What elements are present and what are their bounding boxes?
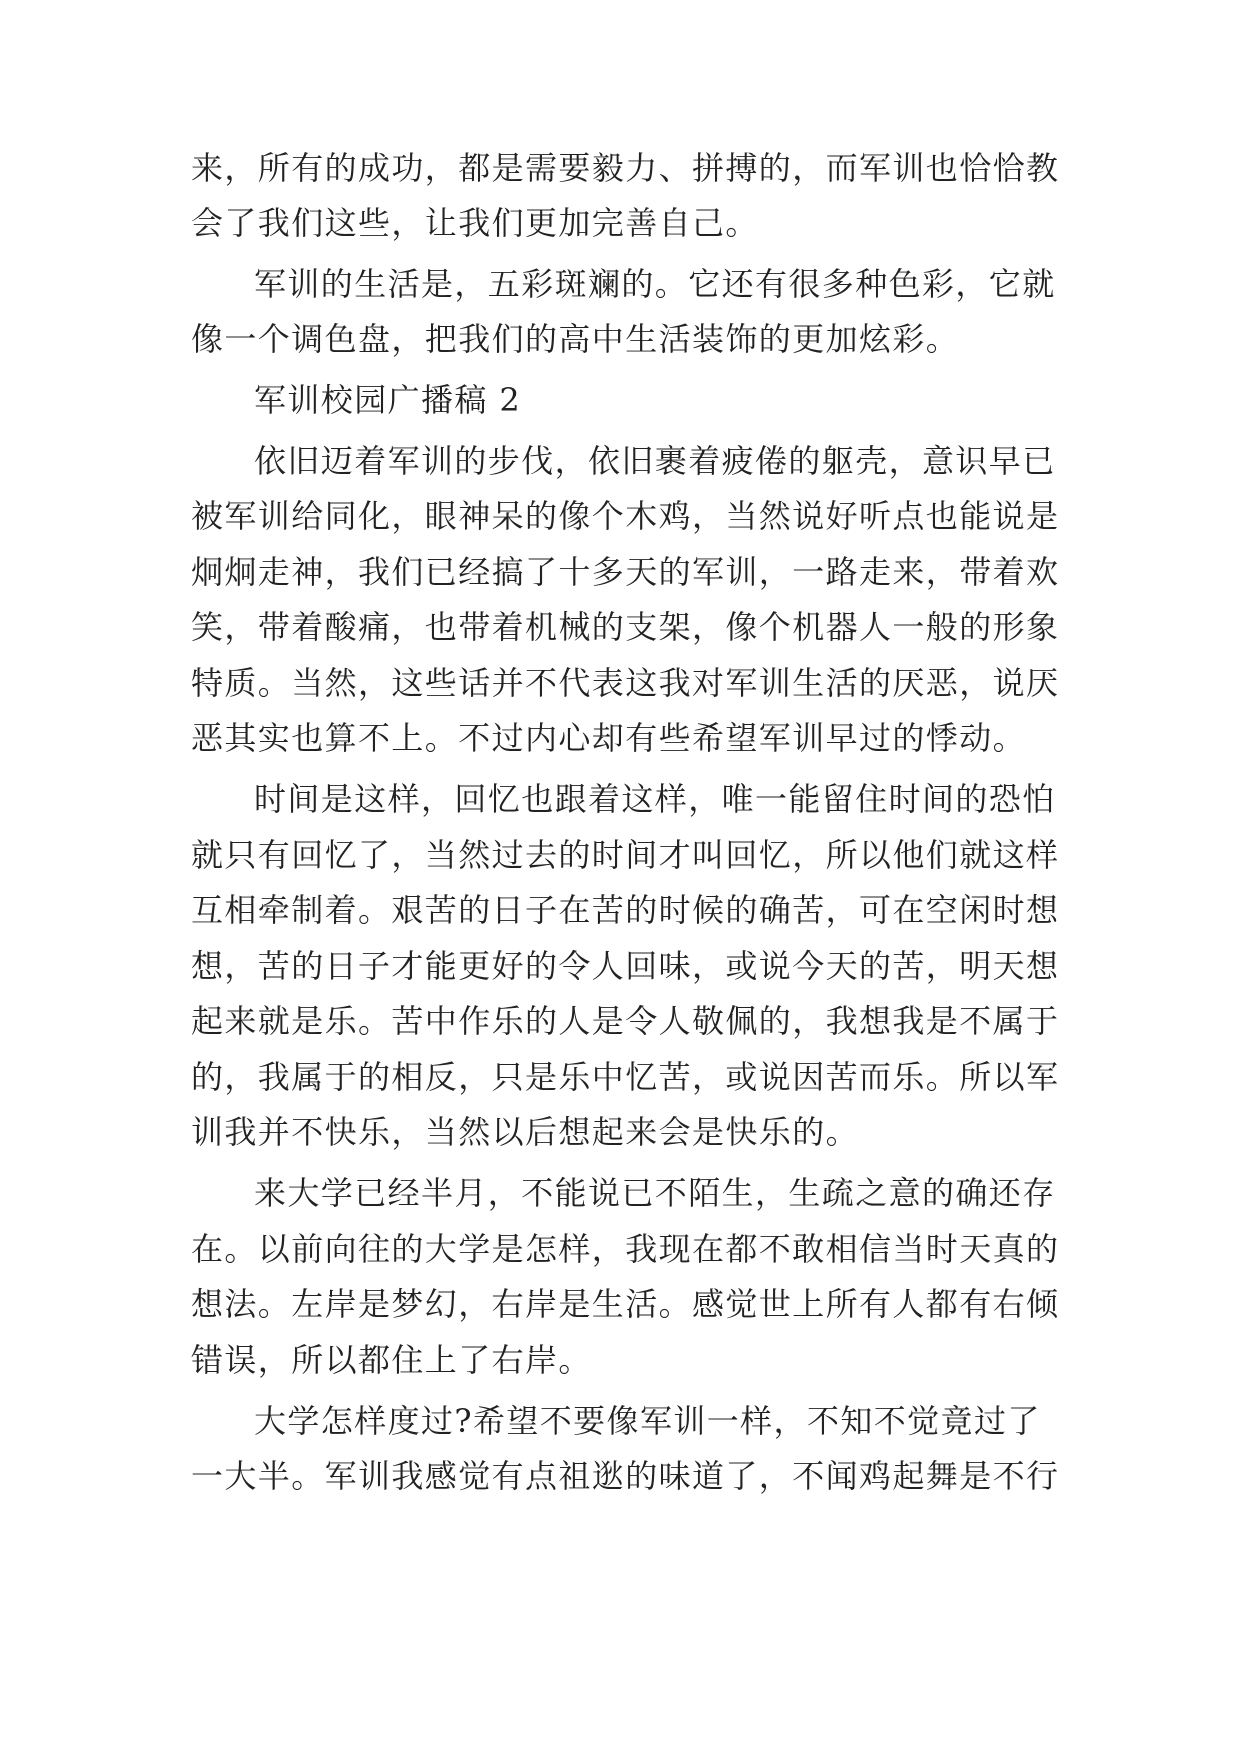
text-line <box>0 880 1241 940</box>
text-line <box>0 193 1241 253</box>
line-text: 训我并不快乐，当然以后想起来会是快乐的。 <box>191 1113 860 1151</box>
text-line <box>0 1391 1241 1451</box>
text-line <box>0 1219 1241 1279</box>
text-line <box>0 653 1241 713</box>
line-text: 想法。左岸是梦幻，右岸是生活。感觉世上所有人都有右倾 <box>191 1285 1060 1323</box>
text-line <box>0 1102 1241 1162</box>
text-line <box>0 825 1241 885</box>
line-text: 错误，所以都住上了右岸。 <box>191 1341 592 1379</box>
text-line <box>0 138 1241 198</box>
text-line <box>0 936 1241 996</box>
text-line <box>0 542 1241 602</box>
line-text: 在。以前向往的大学是怎样，我现在都不敢相信当时天真的 <box>191 1230 1060 1268</box>
text-line <box>0 431 1241 491</box>
line-text: 军训校园广播稿 2 <box>254 381 522 419</box>
line-text: 一大半。军训我感觉有点祖逖的味道了，不闻鸡起舞是不行 <box>191 1457 1060 1495</box>
line-text: 军训的生活是，五彩斑斓的。它还有很多种色彩，它就 <box>254 265 1056 303</box>
line-text: 想，苦的日子才能更好的令人回味，或说今天的苦，明天想 <box>191 947 1060 985</box>
line-text: 特质。当然，这些话并不代表这我对军训生活的厌恶，说厌 <box>191 664 1060 702</box>
text-line <box>0 769 1241 829</box>
line-text: 的，我属于的相反，只是乐中忆苦，或说因苦而乐。所以军 <box>191 1058 1060 1096</box>
line-text: 像一个调色盘，把我们的高中生活装饰的更加炫彩。 <box>191 320 960 358</box>
line-text: 时间是这样，回忆也跟着这样，唯一能留住时间的恐怕 <box>254 780 1056 818</box>
line-text: 会了我们这些，让我们更加完善自己。 <box>191 204 759 242</box>
text-line <box>0 309 1241 369</box>
text-line <box>0 1163 1241 1223</box>
text-line <box>0 597 1241 657</box>
line-text: 依旧迈着军训的步伐，依旧裹着疲倦的躯壳，意识早已 <box>254 442 1056 480</box>
text-line <box>0 1330 1241 1390</box>
line-text: 来大学已经半月，不能说已不陌生，生疏之意的确还存 <box>254 1174 1056 1212</box>
text-line <box>0 1047 1241 1107</box>
line-text: 大学怎样度过?希望不要像军训一样，不知不觉竟过了 <box>254 1402 1041 1440</box>
text-line <box>0 708 1241 768</box>
section-heading <box>0 370 1241 430</box>
text-line <box>0 486 1241 546</box>
text-line <box>0 1274 1241 1334</box>
line-text: 互相牵制着。艰苦的日子在苦的时候的确苦，可在空闲时想 <box>191 891 1060 929</box>
line-text: 炯炯走神，我们已经搞了十多天的军训，一路走来，带着欢 <box>191 553 1060 591</box>
line-text: 起来就是乐。苦中作乐的人是令人敬佩的，我想我是不属于 <box>191 1002 1060 1040</box>
line-text: 来，所有的成功，都是需要毅力、拼搏的，而军训也恰恰教 <box>191 149 1060 187</box>
text-line <box>0 991 1241 1051</box>
text-line <box>0 1446 1241 1506</box>
line-text: 被军训给同化，眼神呆的像个木鸡，当然说好听点也能说是 <box>191 497 1060 535</box>
line-text: 就只有回忆了，当然过去的时间才叫回忆，所以他们就这样 <box>191 836 1060 874</box>
line-text: 恶其实也算不上。不过内心却有些希望军训早过的悸动。 <box>191 719 1027 757</box>
line-text: 笑，带着酸痛，也带着机械的支架，像个机器人一般的形象 <box>191 608 1060 646</box>
text-line <box>0 254 1241 314</box>
